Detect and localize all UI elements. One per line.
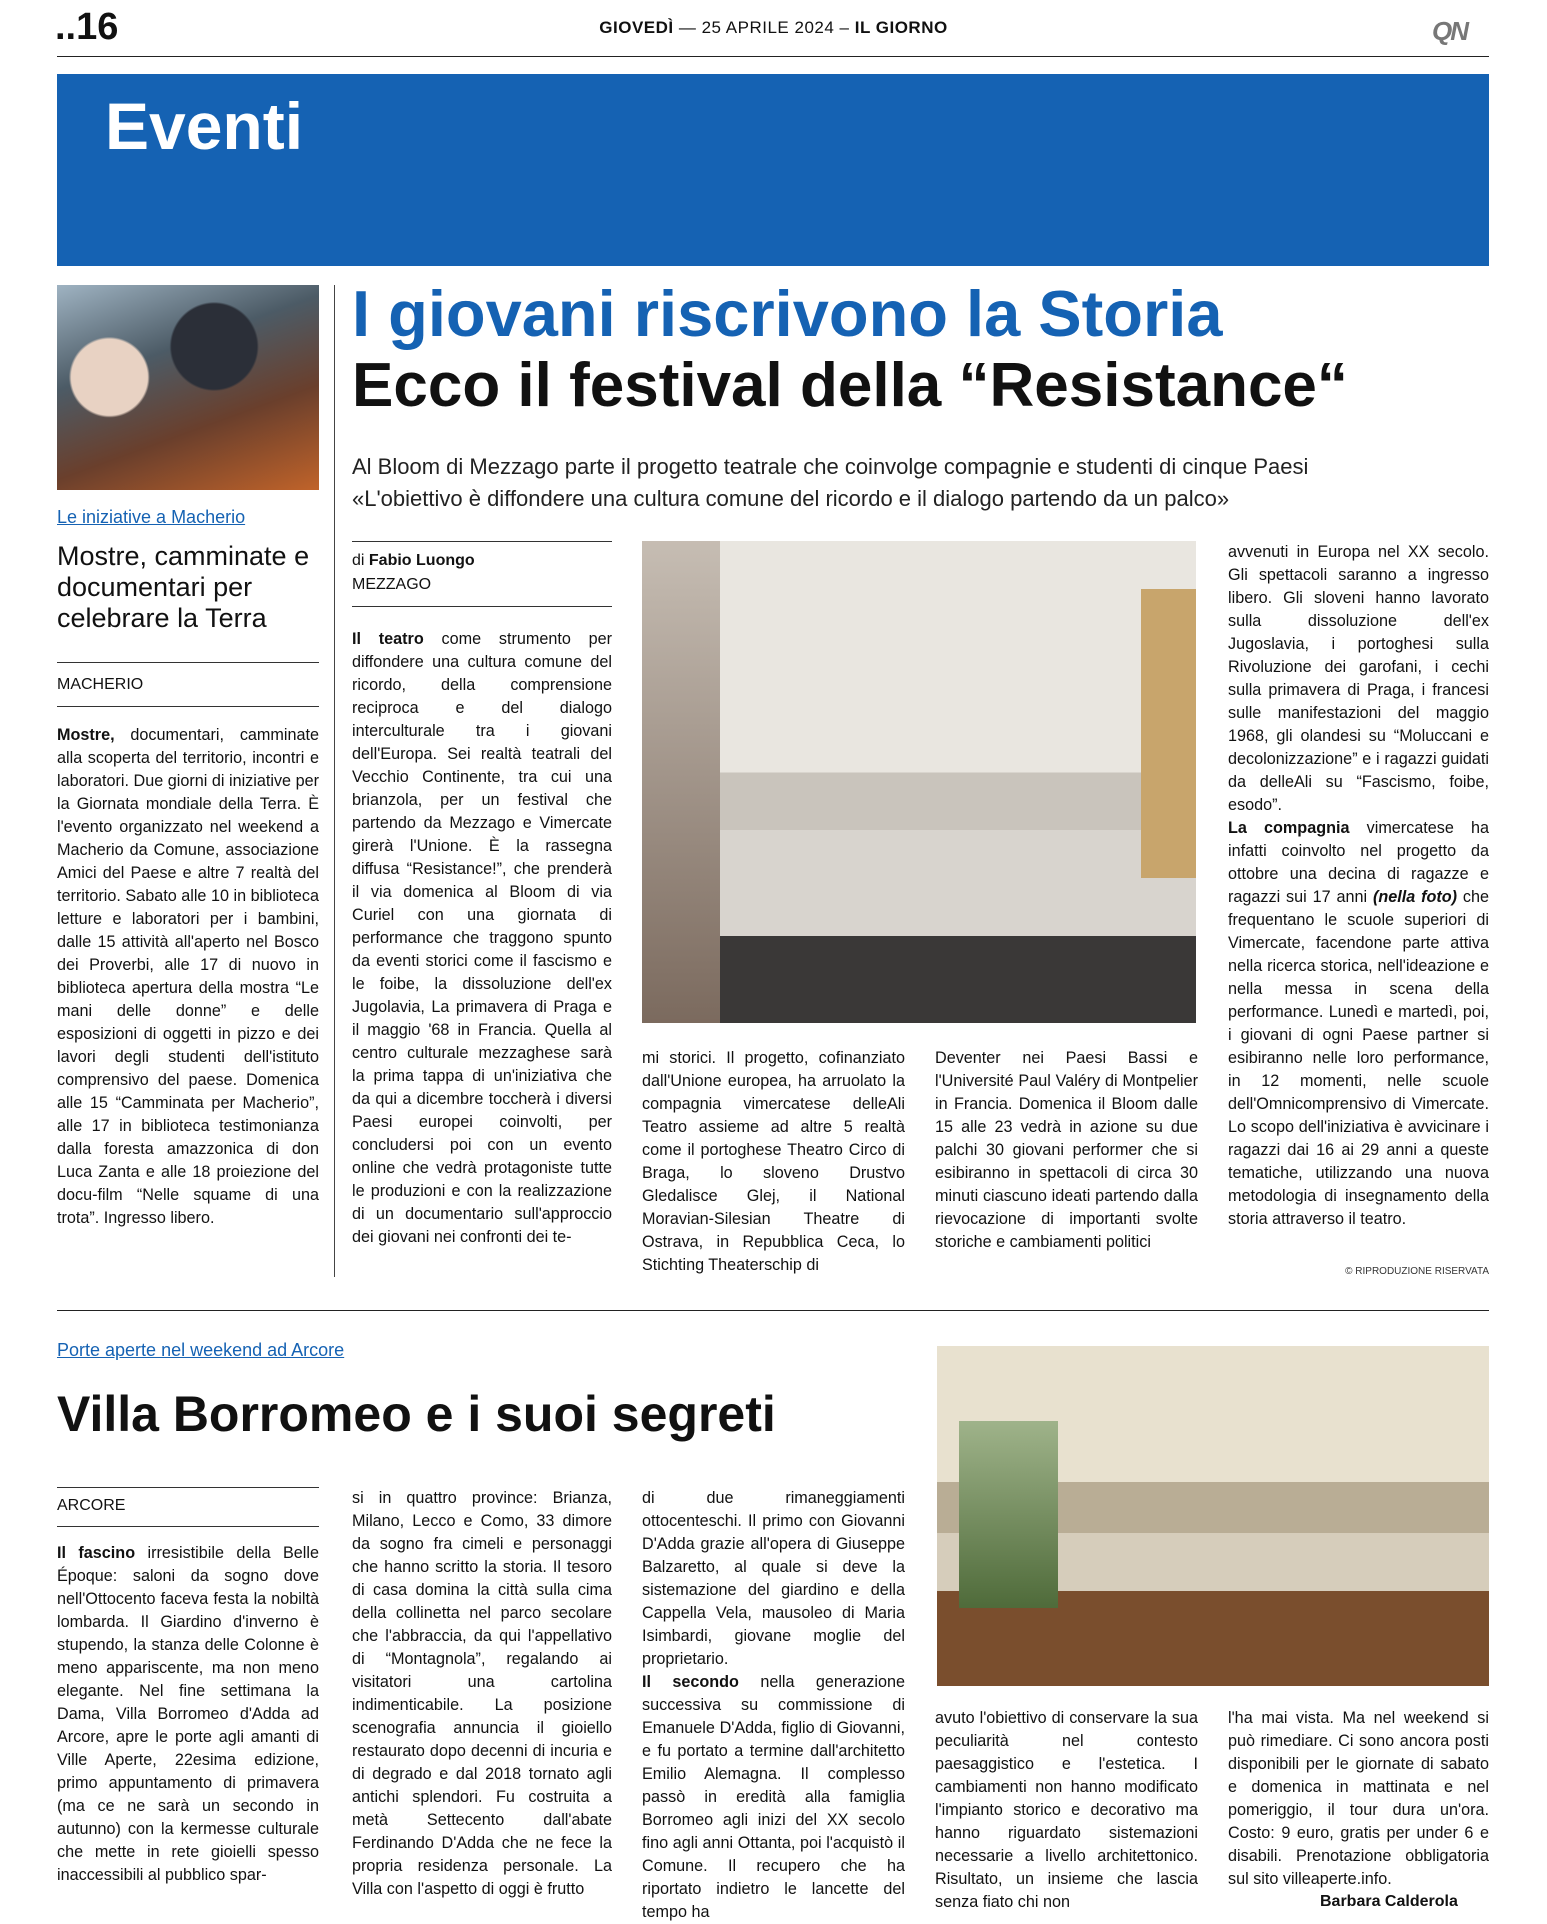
villa-col-1 bbox=[57, 1542, 319, 1887]
mid-rule bbox=[57, 1310, 1489, 1311]
byline-city: MEZZAGO bbox=[352, 576, 432, 593]
column-separator bbox=[334, 285, 335, 1277]
main-subhead-2: «L'obiettivo è diffondere una cultura comune del ricordo e il dialogo partendo da un palco» bbox=[352, 486, 1230, 511]
villa-signature: Barbara Calderola bbox=[1320, 1893, 1458, 1910]
sidebar-title: Mostre, camminate e documentari per celebrare la Terra bbox=[57, 541, 310, 633]
main-col-2: mi storici. Il progetto, cofinanziato dall'Unione europea, ha arruolato la compagnia vimercatese delleAli Teatro assieme ad altre 5 realtà come il portoghese Theatro Circo di Braga, lo sloveno Drustvo Gledalisce Glej, il National Moravian-Silesian Theatre di Ostrava, in Repubblica Ceca, lo Stichting Theaterschip di bbox=[642, 1049, 905, 1274]
villa-photo bbox=[937, 1346, 1489, 1686]
villa-col-4: avuto l'obiettivo di conservare la sua peculiarità nel contesto paesaggistico e l'estetica. I cambiamenti non hanno modificato l'impianto storico e decorativo ma hanno riguardato sistemazioni necessarie a livello architettonico. Risultato, un insieme che lascia senza fiato chi non bbox=[935, 1709, 1198, 1911]
sidebar-rule-1 bbox=[57, 662, 319, 663]
main-col-1 bbox=[352, 628, 612, 1249]
byline-rule-top bbox=[352, 541, 612, 542]
byline-prefix: di bbox=[352, 552, 365, 569]
main-col-1-lead: Il teatro bbox=[352, 630, 424, 648]
villa-col-1-lead: Il fascino bbox=[57, 1544, 136, 1562]
main-col-4b-2: che frequentano le scuole superiori di Vimercate, facendone parte attiva nella ricerca storica, nell'ideazione e nella messa in scena della performance. Lunedì e martedì, poi, i giovani di ogni Paese partner si esibiranno nelle loro performance, in 12 momenti, nelle scuole dell'Omnicomprensivo di Vimercate. Lo scopo dell'iniziativa è avvicinare i ragazzi dai 16 ai 29 anni a queste tematiche, utilizzando una nuova metodologia di insegnamento della storia attraverso il teatro. bbox=[1228, 888, 1490, 1228]
sidebar-rule-2 bbox=[57, 706, 319, 707]
sidebar-body bbox=[57, 724, 319, 1230]
villa-col-3 bbox=[642, 1487, 905, 1924]
main-col-4 bbox=[1228, 541, 1489, 1231]
main-headline-2: Ecco il festival della “Resistance“ bbox=[352, 351, 1348, 420]
dateline-day: GIOVEDÌ bbox=[599, 18, 674, 37]
dateline-date: — 25 APRILE 2024 – bbox=[678, 18, 850, 37]
main-col-4b-lead: La compagnia bbox=[1228, 819, 1350, 837]
qn-logo: QN bbox=[1432, 16, 1467, 46]
sidebar-kicker[interactable]: Le iniziative a Macherio bbox=[57, 507, 246, 527]
villa-col-5: l'ha mai vista. Ma nel weekend si può rimediare. Ci sono ancora posti disponibili per le giornate di sabato e domenica in mattinata e nel pomeriggio, il tour dura un'ora. Costo: 9 euro, gratis per under 6 e disabili. Prenotazione obbligatoria sul sito villeaperte.info. bbox=[1228, 1709, 1489, 1888]
main-col-4a: avvenuti in Europa nel XX secolo. Gli spettacoli saranno a ingresso libero. Gli sloveni hanno lavorato sulla dissoluzione dell'ex Jugoslavia, i portoghesi sulla Rivoluzione dei garofani, i cechi sulla primavera di Praga, i francesi sulle manifestazioni del maggio 1968, gli olandesi su “Moluccani e decolonizzazione” e i ragazzi guidati da delleAli su “Fascismo, foibe, esodo”. bbox=[1228, 543, 1489, 814]
main-subhead-1: Al Bloom di Mezzago parte il progetto teatrale che coinvolge compagnie e studenti di cinque Paesi bbox=[352, 454, 1309, 479]
main-col-4b-photo-ref: (nella foto) bbox=[1372, 888, 1458, 906]
villa-col-2: si in quattro province: Brianza, Milano, Lecco e Como, 33 dimore da sogno fra cimeli e personaggi che hanno scritto la storia. Il tesoro di casa domina la città sulla cima della collinetta nel parco secolare che l'abbraccia, da qui l'appellativo di “Montagnola”, regalando ai visitatori una cartolina indimenticabile. La posizione scenografia annuncia il gioiello restaurato dopo decenni di incuria e di degrado e dal 2018 tornato agli antichi splendori. Fu costruita a metà Settecento dall'abate Ferdinando D'Adda che ne fece la propria residenza personale. La Villa con l'aspetto di oggi è frutto bbox=[352, 1489, 612, 1898]
dateline-paper: IL GIORNO bbox=[854, 18, 948, 37]
villa-rule-2 bbox=[57, 1526, 319, 1527]
main-headline-1: I giovani riscrivono la Storia bbox=[352, 277, 1223, 350]
sidebar-lead: Mostre, bbox=[57, 726, 115, 744]
sidebar-body-text: documentari, camminate alla scoperta del territorio, incontri e laboratori. Due giorni di iniziative per la Giornata mondiale della Terra. È l'evento organizzato nel weekend a Macherio da Comune, associazione Amici del Paese e altre 7 realtà del territorio. Sabato alle 10 in biblioteca letture e laboratori per i bambini, dalle 15 attività all'aperto nel Bosco dei Proverbi, alle 17 di nuovo in biblioteca apertura della mostra “Le mani delle donne” e delle esposizioni di oggetti in pizzo e dei lavori degli studenti dell'istituto comprensivo del paese. Domenica alle 15 “Camminata per Macherio”, alle 17 in biblioteca testimonianza dalla foresta amazzonica di don Luca Zanta e alle 18 proiezione del docu-film “Nelle squame di una trota”. Ingresso libero. bbox=[57, 726, 319, 1227]
villa-col-3a: di due rimaneggiamenti ottocenteschi. Il primo con Giovanni D'Adda grazie all'opera di Giuseppe Balzaretto, al quale si deve la sistemazione del giardino e della Cappella Vela, mausoleo di Maria Isimbardi, giovane moglie del proprietario. bbox=[642, 1489, 905, 1668]
sidebar-photo bbox=[57, 285, 319, 490]
main-col-1-text: come strumento per diffondere una cultura comune del ricordo, della comprensione reciproca e del dialogo interculturale tra i giovani dell'Europa. Sei realtà teatrali del Vecchio Continente, tra cui una brianzola, per un festival che partendo da Mezzago e Vimercate girerà l'Unione. È la rassegna diffusa “Resistance!”, che prenderà il via domenica al Bloom di via Curiel con una giornata di performance che traggono spunto da eventi storici come il fascismo e le foibe, la dissoluzione dell'ex Jugolavia, La primavera di Praga e il maggio '68 in Francia. Quella al centro culturale mezzaghese sarà la prima tappa di un'iniziativa che da qui a dicembre toccherà i diversi Paesi europei coinvolti, per concludersi poi con un evento online che vedrà protagoniste tutte le produzioni e con la realizzazione di un documentario sull'approccio dei giovani nei confronti dei te- bbox=[352, 630, 613, 1246]
villa-title: Villa Borromeo e i suoi segreti bbox=[57, 1386, 776, 1442]
villa-kicker[interactable]: Porte aperte nel weekend ad Arcore bbox=[57, 1340, 345, 1360]
villa-place: ARCORE bbox=[57, 1497, 126, 1514]
byline-author: Fabio Luongo bbox=[368, 552, 475, 569]
top-rule bbox=[57, 56, 1489, 57]
sidebar-place: MACHERIO bbox=[57, 676, 144, 693]
main-col-4b-1: vimercatese ha infatti coinvolto nel progetto da ottobre una decina di ragazze e ragazzi sui 17 anni bbox=[1228, 819, 1490, 906]
villa-col-3b: nella generazione successiva su commissione di Emanuele D'Adda, figlio di Giovanni, e fu portato a termine dall'architetto Emilio Alemagna. Il complesso passò in eredità alla famiglia Borromeo agli inizi del XX secolo fino agli anni Ottanta, poi l'acquistò il Comune. Il recupero che ha riportato indietro le lancette del tempo ha bbox=[642, 1673, 905, 1921]
section-title: Eventi bbox=[105, 89, 304, 163]
byline bbox=[352, 552, 475, 570]
villa-col-1-text: irresistibile della Belle Époque: saloni da sogno dove nell'Ottocento faceva festa la nobiltà lombarda. Il Giardino d'inverno è stupendo, la stanza delle Colonne è meno appariscente, ma non meno elegante. Nel fine settimana la Dama, Villa Borromeo d'Adda ad Arcore, apre le porte agli amanti di Ville Aperte, 22esima edizione, primo appuntamento di primavera (ma ce ne sarà un secondo in autunno) con la kermesse culturale che mette in rete gioielli spesso inaccessibili al pubblico spar- bbox=[57, 1544, 319, 1884]
copyright-credit: © RIPRODUZIONE RISERVATA bbox=[1345, 1266, 1489, 1277]
dateline bbox=[0, 18, 1547, 38]
main-photo bbox=[642, 541, 1196, 1023]
villa-rule-1 bbox=[57, 1487, 319, 1488]
byline-rule-bottom bbox=[352, 606, 612, 607]
villa-col-3b-lead: Il secondo bbox=[642, 1673, 739, 1691]
main-col-3: Deventer nei Paesi Bassi e l'Université Paul Valéry di Montpelier in Francia. Domenica il Bloom dalle 15 alle 23 vedrà in azione su due palchi 30 giovani performer che si esibiranno in spettacoli di circa 30 minuti ciascuno ideati partendo dalla rievocazione di importanti svolte storiche e cambiamenti politici bbox=[935, 1049, 1198, 1251]
page-number: ..16 bbox=[55, 6, 119, 48]
